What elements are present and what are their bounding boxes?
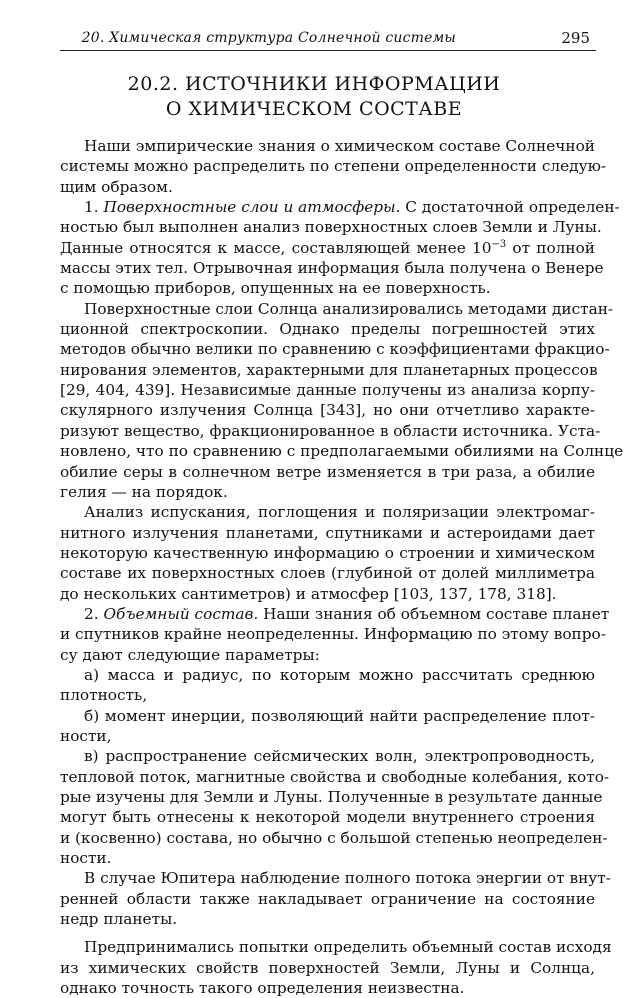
text-line: системы можно распределить по степени определенности следую- bbox=[60, 157, 607, 176]
item-title: Объемный состав. bbox=[103, 604, 259, 623]
text-line: ности. bbox=[60, 849, 112, 868]
text-line: ренней области также накладывает ограничение на состояние bbox=[60, 889, 595, 908]
list-item-a: а) масса и радиус, по которым можно рассчитать среднюю bbox=[84, 665, 595, 684]
body-text bbox=[60, 136, 624, 998]
text-line: из химических свойств поверхностей Земли, Луны и Солнца, bbox=[60, 958, 595, 977]
text-line: с помощью приборов, опущенных на ее поверхность. bbox=[60, 279, 491, 298]
text-line: Анализ испускания, поглощения и поляризации электромаг- bbox=[84, 503, 595, 522]
text-line: методов обычно велики по сравнению с коэффициентами фракцио- bbox=[60, 340, 610, 359]
text-line: ности, bbox=[60, 726, 112, 745]
item-number: 1. bbox=[84, 198, 99, 217]
list-item-c: в) распространение сейсмических волн, электропроводность, bbox=[84, 747, 595, 766]
page-number: 295 bbox=[561, 29, 590, 47]
text-fragment: Наши знания об объемном составе планет bbox=[263, 604, 610, 623]
text-line: ционной спектроскопии. Однако пределы погрешностей этих bbox=[60, 320, 595, 339]
text-line: могут быть отнесены к некоторой модели внутреннего строения bbox=[60, 808, 595, 827]
text-line: скулярного излучения Солнца [343], но они отчетливо характе- bbox=[60, 401, 595, 420]
text-line: новлено, что по сравнению с предполагаемыми обилиями на Солнце bbox=[60, 442, 624, 461]
section-heading-line-2: О ХИМИЧЕСКОМ СОСТАВЕ bbox=[165, 98, 463, 120]
text-line: ностью был выполнен анализ поверхностных слоев Земли и Луны. bbox=[60, 218, 602, 237]
text-line: тепловой поток, магнитные свойства и свободные колебания, кото- bbox=[60, 767, 610, 786]
text-line bbox=[60, 238, 595, 258]
exponent: −3 bbox=[491, 238, 507, 250]
text-line: Предпринимались попытки определить объемный состав исходя bbox=[84, 938, 612, 957]
text-line: обилие серы в солнечном ветре изменяется в три раза, а обилие bbox=[60, 462, 595, 481]
running-head-title: 20. Химическая структура Солнечной системы bbox=[81, 30, 456, 46]
text-line: рые изучены для Земли и Луны. Полученные в результате данные bbox=[60, 788, 603, 806]
list-item-b: б) момент инерции, позволяющий найти распределение плот- bbox=[84, 706, 595, 725]
text-line: плотность, bbox=[60, 686, 148, 705]
text-line: некоторую качественную информацию о строении и химическом bbox=[60, 543, 595, 562]
text-line: однако точность такого определения неизвестна. bbox=[60, 979, 465, 998]
item-number: 2. bbox=[84, 604, 99, 623]
text-line: до нескольких сантиметров) и атмосфер [103, 137, 178, 318]. bbox=[60, 584, 557, 603]
text-line: недр планеты. bbox=[60, 910, 178, 929]
text-line: и спутников крайне неопределенны. Информацию по этому вопро- bbox=[60, 625, 606, 644]
text-line: Наши эмпирические знания о химическом составе Солнечной bbox=[84, 137, 595, 155]
text-line: ризуют вещество, фракционированное в области источника. Уста- bbox=[60, 421, 601, 440]
paragraph-spacer bbox=[60, 929, 595, 937]
text-line: нирования элементов, характерными для планетарных процессов bbox=[60, 360, 598, 379]
running-head bbox=[60, 28, 596, 51]
section-heading-line-1: 20.2. ИСТОЧНИКИ ИНФОРМАЦИИ bbox=[127, 73, 501, 95]
text-line: нитного излучения планетами, спутниками и астероидами дает bbox=[60, 523, 595, 542]
text-fragment: от полной bbox=[506, 238, 595, 257]
text-fragment: С достаточной определен- bbox=[405, 198, 620, 217]
text-line: составе их поверхностных слоев (глубиной от долей миллиметра bbox=[60, 564, 595, 583]
text-line: и (косвенно) состава, но обычно с большой степенью неопределен- bbox=[60, 828, 608, 847]
item-title: Поверхностные слои и атмосферы. bbox=[103, 198, 401, 217]
text-line: гелия — на порядок. bbox=[60, 482, 228, 501]
text-line: В случае Юпитера наблюдение полного потока энергии от внут- bbox=[84, 869, 611, 888]
text-line: массы этих тел. Отрывочная информация была получена о Венере bbox=[60, 259, 604, 278]
text-line bbox=[60, 604, 610, 624]
text-line: щим образом. bbox=[60, 177, 173, 196]
text-line: су дают следующие параметры: bbox=[60, 645, 320, 664]
text-fragment: Данные относятся к массе, составляющей менее 10 bbox=[60, 238, 492, 257]
text-line: Поверхностные слои Солнца анализировались методами дистан- bbox=[84, 299, 614, 318]
text-line: [29, 404, 439]. Независимые данные получены из анализа корпу- bbox=[60, 381, 595, 400]
section-heading bbox=[0, 72, 628, 122]
text-line bbox=[60, 197, 620, 217]
